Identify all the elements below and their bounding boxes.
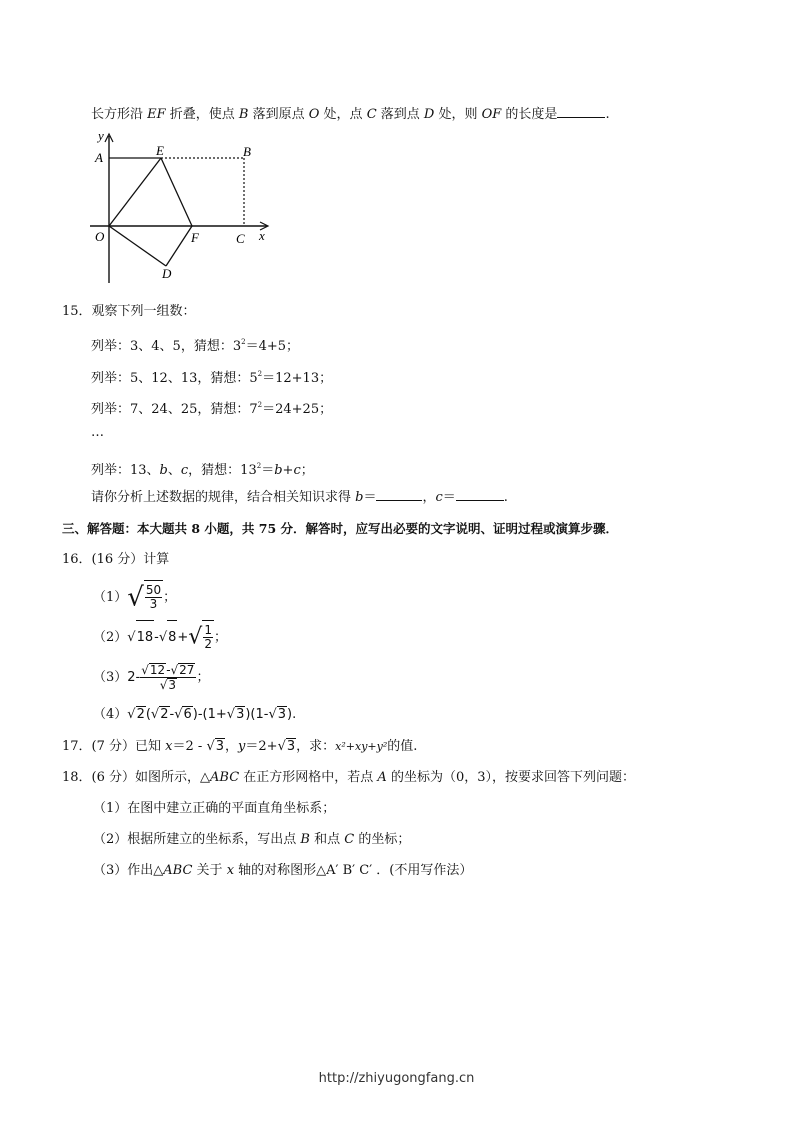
q15-row-last: 列举：13、b、c，猜想：$13^2=b+c$； [91, 462, 314, 478]
edge-od [109, 226, 166, 266]
q17-text: 17．(7 分）已知 x＝2 - √3，y＝2+√3，求：x²+xy+y²的值. [62, 739, 418, 754]
q18-step-2: （2）根据所建立的坐标系，写出点 B 和点 C 的坐标； [93, 832, 411, 847]
q15-title: 15．观察下列一组数： [62, 304, 196, 319]
label-a: A [95, 150, 103, 165]
q15-row-2: 列举：5、12、13，猜想：$5^2=12+13$； [91, 370, 333, 386]
q15-ellipsis: … [91, 425, 104, 440]
q16-part-4: （4）√2(√2-√6)-(1+√3)(1-√3). [93, 707, 297, 722]
q16-title: 16．(16 分）计算 [62, 552, 170, 567]
q14-text: 长方形沿 EF 折叠，使点 B 落到原点 O 处，点 C 落到点 D 处，则 OF 的长度是 . [91, 107, 610, 122]
edge-df [166, 226, 192, 266]
folding-figure [85, 128, 285, 288]
label-x: x [259, 228, 265, 243]
label-f: F [191, 230, 199, 245]
edge-oe [109, 158, 161, 226]
label-c: C [236, 231, 245, 246]
label-y: y [98, 128, 104, 143]
q18-step-1: （1）在图中建立正确的平面直角坐标系； [93, 801, 336, 816]
answer-blank-b[interactable] [376, 488, 422, 501]
q15-ask: 请你分析上述数据的规律，结合相关知识求得 b＝ ，c＝ . [91, 490, 508, 505]
answer-blank-of[interactable] [557, 105, 605, 118]
label-e: E [156, 143, 164, 158]
q16-part-3: （3）2- $\frac{√12-√27}{√3}$ ； [93, 663, 210, 692]
q16-part-2: （2）√18-√8+√ $\frac{1}{2}$ ； [93, 620, 227, 655]
q18-text: 18．(6 分）如图所示，△ABC 在正方形网格中，若点 A 的坐标为（0，3），按要求回答下列问题： [62, 770, 635, 785]
section-3-heading: 三、解答题：本大题共 8 小题，共 75 分．解答时，应写出必要的文字说明、证明过程或演算步骤． [62, 521, 619, 536]
sqrt-symbol: √ [127, 582, 144, 613]
label-d: D [162, 266, 172, 281]
label-o: O [95, 229, 105, 244]
edge-ef [161, 158, 192, 226]
label-b: B [243, 144, 251, 159]
q18-step-3: （3）作出△ABC 关于 x 轴的对称图形△A′ B′ C′ ．(不用写作法） [93, 863, 473, 878]
q15-row-3: 列举：7、24、25，猜想：$7^2=24+25$； [91, 401, 333, 417]
q16-part-1: （1）√ $\frac{50}{3}$ ； [93, 580, 176, 615]
answer-blank-c[interactable] [456, 488, 504, 501]
footer-url[interactable]: http://zhiyugongfang.cn [318, 1071, 475, 1086]
q15-row-1: 列举：3、4、5，猜想：$3^2=4+5$； [91, 338, 299, 354]
